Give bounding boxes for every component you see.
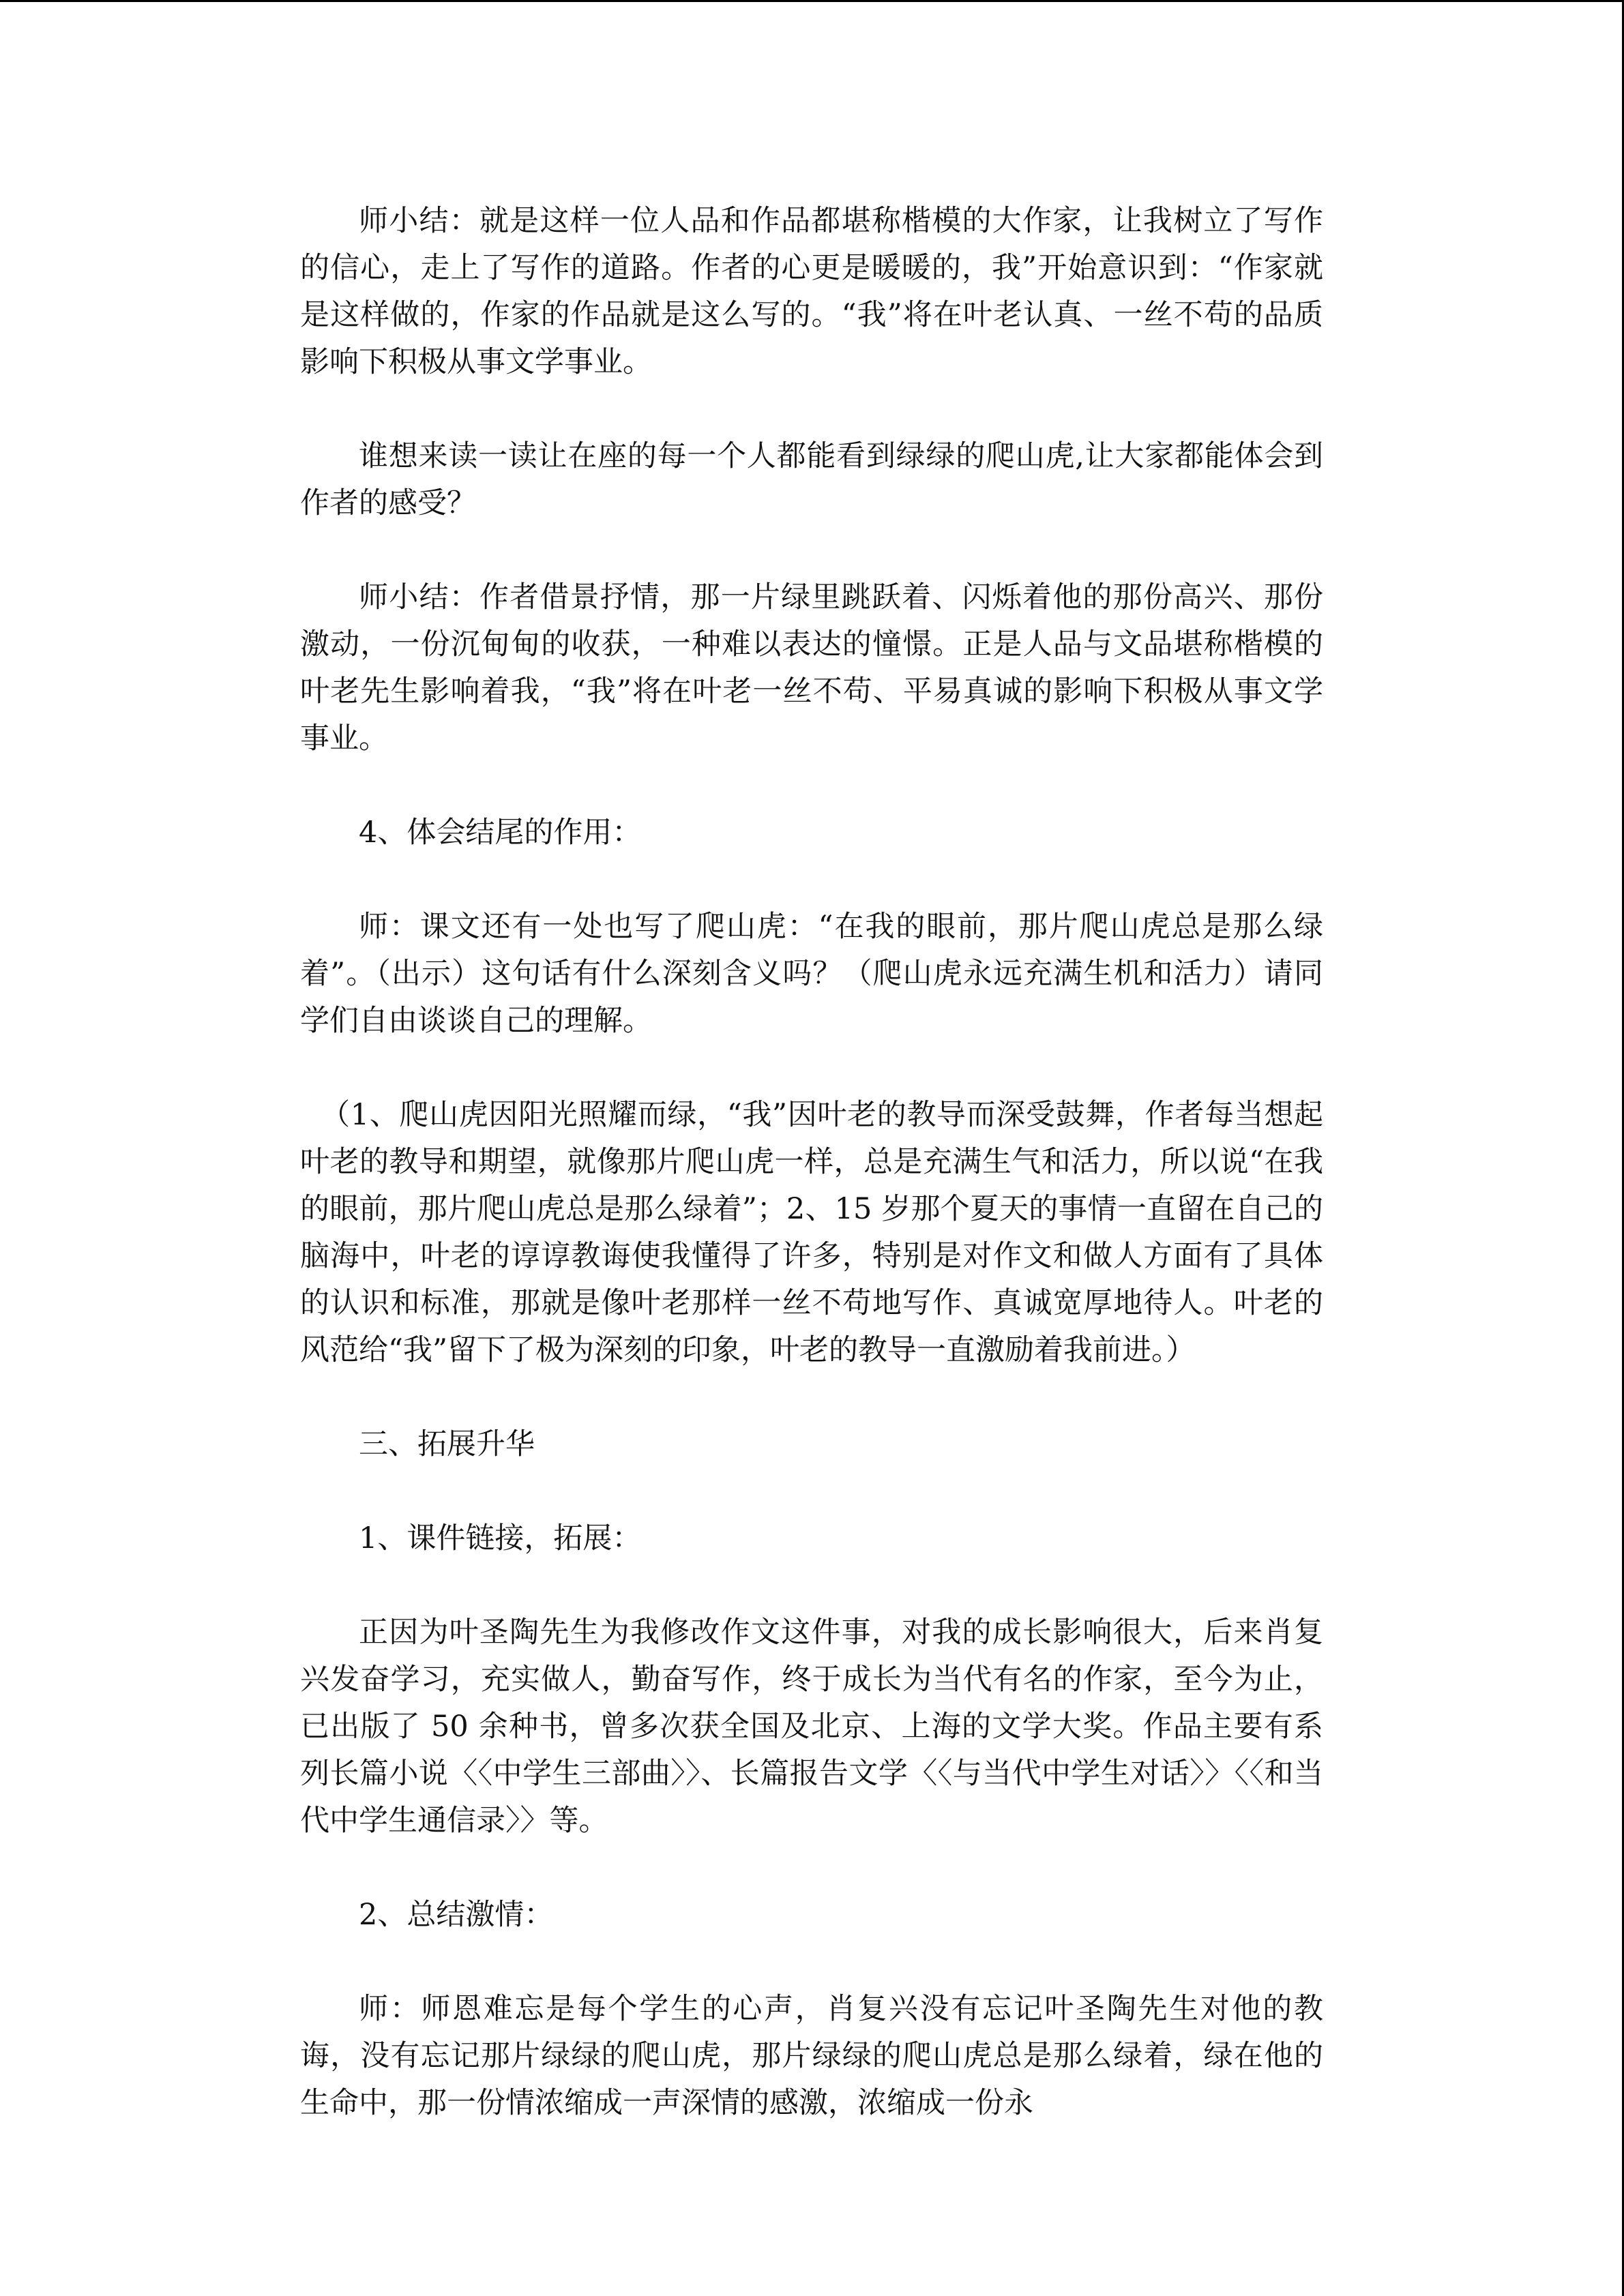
paragraph-reading-prompt: 谁想来读一读让在座的每一个人都能看到绿绿的爬山虎,让大家都能体会到作者的感受？	[300, 439, 1323, 520]
paragraph-teacher-question: 师：课文还有一处也写了爬山虎：“在我的眼前，那片爬山虎总是那么绿着”。（出示）这句话有什么深刻含义吗？（爬山虎永远充满生机和活力）请同学们自由谈谈自己的理解。	[300, 910, 1323, 1038]
paragraph-conclusion: 师：师恩难忘是每个学生的心声，肖复兴没有忘记叶圣陶先生对他的教诲，没有忘记那片绿绿的爬山虎，那片绿绿的爬山虎总是那么绿着，绿在他的生命中，那一份情浓缩成一声深情的感激，浓缩成一份永	[300, 1992, 1323, 2120]
subsection-heading-1: 1、课件链接，拓展：	[359, 1521, 642, 1555]
paragraph-summary-2: 师小结：作者借景抒情，那一片绿里跳跃着、闪烁着他的那份高兴、那份激动，一份沉甸甸的收获，一种难以表达的憧憬。正是人品与文品堪称楷模的叶老先生影响着我，“我”将在叶老一丝不苟、平易真诚的影响下积极从事文学事业。	[300, 580, 1323, 756]
subsection-heading-2: 2、总结激情：	[359, 1898, 554, 1932]
section-heading-4: 4、体会结尾的作用：	[359, 816, 642, 850]
paragraph-extension: 正因为叶圣陶先生为我修改作文这件事，对我的成长影响很大，后来肖复兴发奋学习，充实做人，勤奋写作，终于成长为当代有名的作家，至今为止，已出版了 50 余种书，曾多次获全国及北京、上海的文学大奖。作品主要有系列长篇小说〈〈中学生三部曲〉〉、长篇报告文学〈〈与当代中学生对话〉〉〈〈和当代中学生通信录〉〉等。	[300, 1615, 1323, 1838]
section-heading-3: 三、拓展升华	[359, 1427, 535, 1461]
paragraph-summary-1: 师小结：就是这样一位人品和作品都堪称楷模的大作家，让我树立了写作的信心，走上了写作的道路。作者的心更是暖暖的，我”开始意识到：“作家就是这样做的，作家的作品就是这么写的。“我”将在叶老认真、一丝不苟的品质影响下积极从事文学事业。	[300, 204, 1323, 379]
top-border-line	[0, 0, 1624, 2]
document-page	[300, 198, 1323, 2174]
paragraph-answer: （1、爬山虎因阳光照耀而绿，“我”因叶老的教导而深受鼓舞，作者每当想起叶老的教导和期望，就像那片爬山虎一样，总是充满生气和活力，所以说“在我的眼前，那片爬山虎总是那么绿着”；2、15 岁那个夏天的事情一直留在自己的脑海中，叶老的谆谆教诲使我懂得了许多，特别是对作文和做人方面有了具体的认识和标准，那就是像叶老那样一丝不苟地写作、真诚宽厚地待人。叶老的风范给“我”留下了极为深刻的印象，叶老的教导一直激励着我前进。）	[300, 1098, 1323, 1367]
